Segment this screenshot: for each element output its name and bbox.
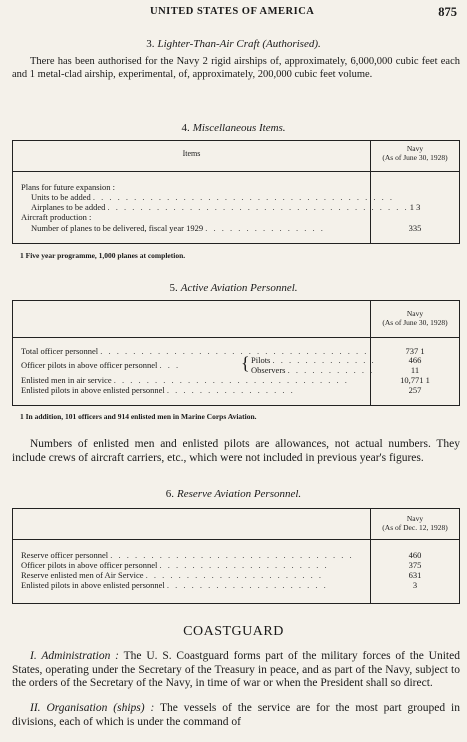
table-row: Enlisted men in air service . . . . . . . . . . . . . . . . . . . . . . . . . . . . .: [21, 375, 349, 385]
table-row: Airplanes to be added . . . . . . . . . . . . . . . . . . . . . . . . . . . . . . . . . . . . .: [31, 202, 409, 212]
table-row: Reserve enlisted men of Air Service . . . . . . . . . . . . . . . . . . . . . .: [21, 570, 324, 580]
section-3-text: There has been authorised for the Navy 2 rigid airships of, approximately, 6,000,000 cubic feet each and 1 metal-clad airship, experimental, of, approximately, 200,000 cubic feet volume.: [12, 56, 460, 80]
table-row: Pilots . . . . . . . . . . . . .: [251, 355, 376, 365]
table-header: [13, 301, 459, 338]
table-cell: 3: [412, 580, 418, 590]
section-4-title: Miscellaneous Items.: [192, 122, 286, 134]
section-4-footnote: 1 Five year programme, 1,000 planes at completion.: [20, 251, 186, 260]
table-header: [13, 509, 459, 540]
section-5-note: Numbers of enlisted men and enlisted pilots are allowances, not actual numbers. They include crews of aircraft carriers, etc., which were not included in previous year's figures.: [12, 438, 460, 464]
navy-column-header: Navy (As of June 30, 1928): [382, 144, 448, 162]
table-row: Officer pilots in above officer personnel . . . . . . . . . . . . . . . . . . . . .: [21, 560, 329, 570]
active-personnel-table: Navy (As of June 30, 1928) Total officer personnel . . . . . . . . . . . . . . . . . . . . . . . . . . . . . . . . . 737 1 Officer pilots in above officer personnel . . . { Pilots . . . . . . . . . . . . . 466 Observers . . . . . . . . . . . 11 Enlisted men in air service . . . . . . . . . . . . . . . . . . . . . . . . . . . . . 10,771 1 Enlisted pilots in above enlisted personnel . . . . . . . . . . . . . . . . 257: [12, 300, 460, 406]
section-5-heading: 5. Active Aviation Personnel.: [169, 282, 298, 294]
coastguard-organisation: II. Organisation (ships) : The vessels of the service are for the most part grouped in divisions, each of which is under the command of: [12, 702, 460, 728]
section-4-heading: 4. Miscellaneous Items.: [181, 122, 286, 134]
table-row: Units to be added . . . . . . . . . . . . . . . . . . . . . . . . . . . . . . . . . . . . .: [31, 192, 394, 202]
table-row: Enlisted pilots in above enlisted personnel . . . . . . . . . . . . . . . .: [21, 385, 295, 395]
section-3-title: Lighter-Than-Air Craft (Authorised).: [157, 38, 321, 50]
table-row: Total officer personnel . . . . . . . . . . . . . . . . . . . . . . . . . . . . . . . . .: [21, 346, 369, 356]
navy-column-header: Navy (As of June 30, 1928): [382, 309, 448, 327]
table-row: Observers . . . . . . . . . . .: [251, 365, 375, 375]
items-column-header: Items: [182, 149, 201, 158]
table-cell: 375: [408, 560, 422, 570]
section-5-footnote: 1 In addition, 101 officers and 914 enlisted men in Marine Corps Aviation.: [20, 412, 257, 421]
coastguard-heading: COASTGUARD: [183, 624, 284, 639]
table-row: Number of planes to be delivered, fiscal year 1929 . . . . . . . . . . . . . . .: [31, 223, 325, 233]
table-row: Enlisted pilots in above enlisted personnel . . . . . . . . . . . . . . . . . . . .: [21, 580, 328, 590]
table-row: Reserve officer personnel . . . . . . . . . . . . . . . . . . . . . . . . . . . . . .: [21, 550, 354, 560]
reserve-personnel-table: [12, 508, 460, 604]
table-cell: 257: [408, 385, 422, 395]
page-number: 875: [438, 5, 457, 19]
table-cell: 737 1: [405, 346, 425, 356]
table-cell: 631: [408, 570, 422, 580]
table-row: Plans for future expansion :: [21, 182, 115, 192]
table-cell: 1 3: [409, 202, 421, 212]
table-header: [13, 141, 459, 172]
table-cell: 10,771 1: [400, 375, 430, 385]
navy-column-header: Navy (As of Dec. 12, 1928): [382, 514, 448, 532]
misc-items-table: [12, 140, 460, 244]
table-row: Aircraft production :: [21, 212, 92, 222]
section-6-title: Reserve Aviation Personnel.: [177, 488, 302, 500]
section-5-title: Active Aviation Personnel.: [180, 282, 298, 294]
section-6-heading: 6. Reserve Aviation Personnel.: [165, 488, 302, 500]
table-cell: 460: [408, 550, 422, 560]
table-cell: 11: [410, 365, 420, 375]
page-header-title: UNITED STATES OF AMERICA: [150, 6, 315, 17]
coastguard-administration: I. Administration : The U. S. Coastguard forms part of the military forces of the United States, operating under the Secretary of the Treasury in peace, and as part of the Navy, subject to the orders of the Secretary of the Navy, in time of war or when the President shall so direct.: [12, 650, 460, 689]
section-3-heading: 3. Lighter-Than-Air Craft (Authorised).: [146, 38, 321, 50]
table-cell: 335: [408, 223, 422, 233]
running-head: [0, 6, 467, 22]
table-row: Officer pilots in above officer personnel . . .: [21, 360, 181, 370]
table-cell: 466: [408, 355, 422, 365]
